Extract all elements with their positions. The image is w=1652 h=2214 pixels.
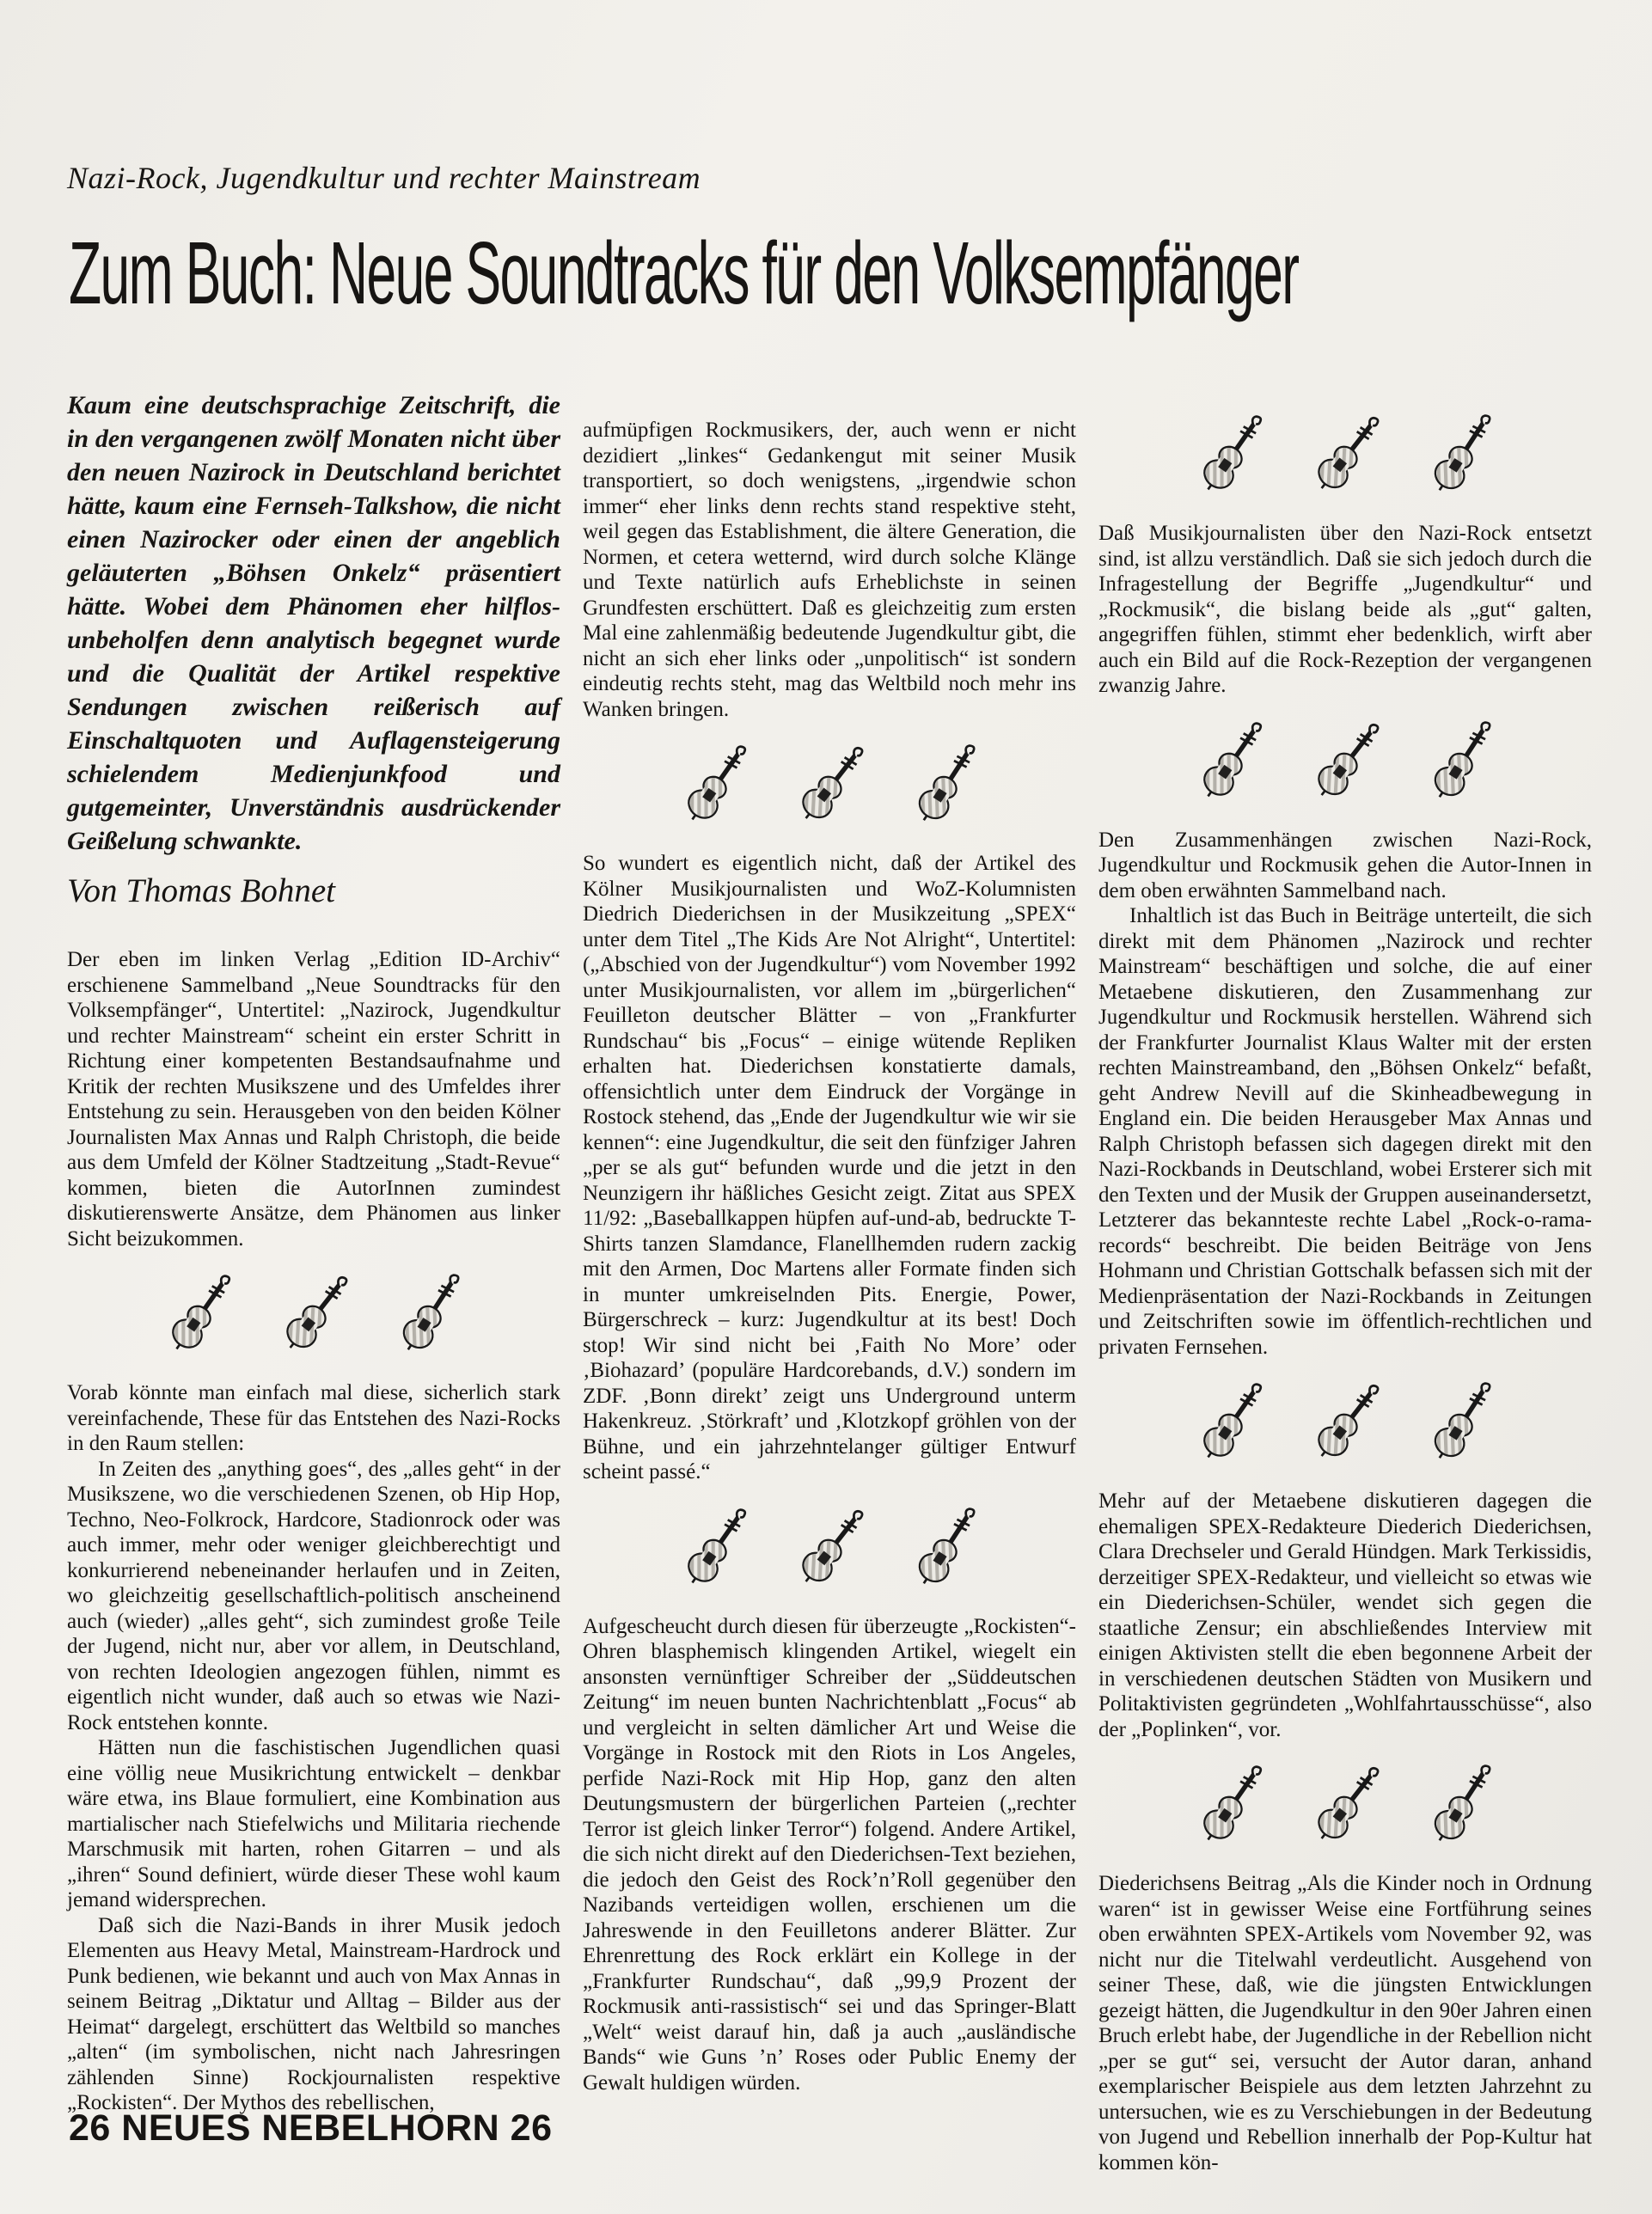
violin-icon [1303, 1373, 1387, 1479]
page-title: Zum Buch: Neue Soundtracks für den Volksempfänger [69, 223, 1299, 323]
column-1 [67, 388, 560, 2175]
violin-icon [388, 1265, 470, 1369]
violin-icon [1419, 1373, 1502, 1477]
violin-icon [272, 1265, 356, 1371]
violin-icon [787, 1498, 872, 1604]
violin-icon [159, 1267, 238, 1368]
violin-separator [1098, 407, 1592, 509]
paragraph: In Zeiten des „anything goes“, des „alles geht“ in der Musikszene, wo die verschiedenen Szenen, ob Hip Hop, Techno, Neo-Folkrock, Hardcore, Stadionrock oder was auch immer, mehr oder weniger gleichberechtigt und konkurrierend nebeneinander herlaufen und in Zeiten, wo gleichzeitig gesellschaftlich-politisch anscheinend auch (wieder) „alles geht“, sich zumindest große Teile der Jugend, nicht nur, aber vor allem, in Deutschland, von rechten Ideologien angezogen fühlen, nimmt es eigentlich nicht wunder, daß auch so etwas wie Nazi-Rock entstehen konnte. [67, 1457, 560, 1734]
violin-separator [583, 737, 1076, 839]
kicker: Nazi-Rock, Jugendkultur und rechter Mainstream [67, 161, 701, 195]
violin-icon [1190, 407, 1270, 509]
paragraph: Daß Musikjournalisten über den Nazi-Rock entsetzt sind, ist allzu verständlich. Daß sie sich jedoch durch die Infragestellung der Begriffe „Jugendkultur“ und „Rockmusik“, die bislang beide als „gut“ galten, angegriffen fühlen, stimmt eher bedenklich, wirft aber auch ein Bild auf die Rock-Rezeption der vergangenen zwanzig Jahre. [1098, 522, 1592, 697]
article-columns [67, 388, 1592, 2175]
paragraph: aufmüpfigen Rockmusikers, der, auch wenn er nicht dezidiert „linkes“ Gedankengut mit seiner Musik transportiert, so doch wenigstens, „irgendwie schon immer“ eher links denn rechts stand respektive steht, weil gegen das Establishment, die ältere Generation, die Normen, et cetera wetternd, wird durch solche Klänge und Texte natürlich aufs Erheblichste in seinen Grundfesten erschüttert. Daß es gleichzeitig zum ersten Mal eine zahlenmäßig bedeutende Jugendkultur gibt, die nicht an sich eher links oder „unpolitisch“ ist sondern eindeutig rechts steht, mag das Weltbild noch mehr ins Wanken bringen. [583, 419, 1076, 721]
violin-icon [1419, 713, 1502, 816]
paragraph: Mehr auf der Metaebene diskutieren dagegen die ehemaligen SPEX-Redakteure Diederich Diederichsen, Clara Drechseler und Gerald Hündgen. Mark Terkissidis, derzeitiger SPEX-Redakteur, und vielleicht so etwas wie ein Diederichsen-Schüler, wendet sich gegen die staatliche Zensur; ein abschließendes Interview mit einigen Aktivisten stellt die eben begonnene Arbeit der in verschiedenen deutschen Städten von Musikern und Politaktivisten gegründeten „Wohlfahrtausschüsse“, also der „Poplinken“, vor. [1098, 1489, 1592, 1741]
paragraph: Hätten nun die faschistischen Jugendlichen quasi eine völlig neue Musikrichtung entwickelt – denkbar wäre etwa, ins Blaue formuliert, eine Kombination aus martialischer nach Stiefelwichs und Militaria riechende Marschmusik mit harten, rohen Gitarren – und als „ihren“ Sound definiert, würde dieser These wohl kaum jemand widersprechen. [67, 1736, 560, 1912]
violin-separator [1098, 1375, 1592, 1477]
column-2 [583, 388, 1076, 2175]
violin-icon [1419, 1756, 1502, 1860]
violin-icon [1303, 1756, 1387, 1862]
paragraph: Diederichsens Beitrag „Als die Kinder noch in Ordnung waren“ ist in gewisser Weise eine Fortführung seines oben erwähnten SPEX-Artikels vom November 92, was nicht nur die Titelwahl verdeutlicht. Ausgehend von seiner These, daß, wie die jüngsten Entwicklungen gezeigt hätten, die Jugendkultur in den 90er Jahren einen Bruch erlebt habe, der Jugendliche in der Rebellion nicht „per se gut“ sei, versucht der Autor daran, anhand exemplarischer Beispiele aus dem letzten Jahrzehnt zu untersuchen, wie es zu Verschiebungen in der Bedeutung von Jugend und Rebellion innerhalb der Pop-Kultur hat kommen kön- [1098, 1872, 1592, 2174]
violin-icon [1190, 1758, 1270, 1859]
page-footer: 26 NEUES NEBELHORN 26 [69, 2107, 553, 2149]
violin-icon [1190, 1375, 1270, 1477]
paragraph: Aufgescheucht durch diesen für überzeugte „Rockisten“-Ohren blasphemisch klingenden Artikel, wiegelt ein ansonsten vernünftiger Schreiber der „Süddeutschen Zeitung“ im neuen bunten Nachrichtenblatt „Focus“ ab und vergleicht in selten dämlicher Art und Weise die Vorgänge in Rostock mit den Riots in Los Angeles, perfide Nazi-Rock mit Hip Hop, ganz den alten Deutungsmustern der bürgerlichen Parteien („rechter Terror ist gleich linker Terror“) folgend. Andere Artikel, die sich nicht direkt auf den Diederichsen-Text beziehen, die jedoch den Geist des Rock’n’Roll gegenüber den Nazibands verteidigen wollen, erschienen um die Jahreswende in den Feuilletons anderer Blätter. Zur Ehrenrettung des Rock erklärt ein Kollege in der „Frankfurter Rundschau“, daß „99,9 Prozent der Rockmusik anti-rassistisch“ sei und das Springer-Blatt „Welt“ weist darauf hin, daß ja auch „ausländische Bands“ wie Guns ’n’ Roses oder Public Enemy der Gewalt huldigen würden. [583, 1614, 1076, 2095]
violin-icon [903, 736, 986, 840]
paragraph: Daß sich die Nazi-Bands in ihrer Musik jedoch Elementen aus Heavy Metal, Mainstream-Hardrock und Punk bedienen, wie bekannt und auch von Max Annas in seinem Beitrag „Diktatur und Alltag – Bilder aus der Heimat“ dargelegt, erschüttert das Weltbild so manches „alten“ (im symbolischen, nicht nach Jahresringen zählenden Sinne) Rockjournalisten respektive „Rockisten“. Der Mythos des rebellischen, [67, 1913, 560, 2115]
violin-separator [583, 1501, 1076, 1602]
violin-icon [675, 737, 754, 839]
violin-icon [675, 1501, 754, 1602]
violin-separator [1098, 714, 1592, 816]
paragraph: Den Zusammenhängen zwischen Nazi-Rock, Jugendkultur und Rockmusik gehen die Autor-Innen in dem oben erwähnten Sammelband nach. [1098, 828, 1592, 902]
paragraph: So wundert es eigentlich nicht, daß der Artikel des Kölner Musikjournalisten und WoZ-Kolumnisten Diedrich Diederichsen in der Musikzeitung „SPEX“ unter dem Titel „The Kids Are Not Alright“, Untertitel: („Abschied von der Jugendkultur“) vom November 1992 unter Musikjournalisten, vor allem im „bürgerlichen“ Feuilleton deutscher Blätter – von „Frankfurter Rundschau“ bis „Focus“ – einige wütende Repliken erhalten hat. Diederichsen konstatierte damals, offensichtlich unter dem Eindruck der Vorgänge in Rostock stehend, das „Ende der Jugendkultur wie wir sie kennen“: eine Jugendkultur, die seit den fünfziger Jahren „per se als gut“ befunden wurde und die jetzt in den Neunzigern ihr häßliches Gesicht zeigt. Zitat aus SPEX 11/92: „Baseballkappen hüpfen auf-und-ab, bedruckte T-Shirts tanzen Slamdance, Flanellhemden rudern zackig mit den Armen, Doc Martens aller Formate finden sich in munter umkreiselnden Pits. Energie, Power, Bürgerschreck – kurz: Jugendkultur at its best! Doch stop! Wir sind nicht bei ‚Faith No More’ oder ‚Biohazard’ (populäre Hardcorebands, d.V.) sondern im ZDF. ‚Bonn direkt’ zeigt uns Underground unterm Hakenkreuz. ‚Störkraft’ und ‚Klotzkopf gröhlen von der Bühne, und ein jahrzehntelanger gültiger Entwurf scheint passé.“ [583, 852, 1076, 1483]
column-3 [1098, 388, 1592, 2175]
violin-separator [67, 1267, 560, 1368]
violin-separator [1098, 1758, 1592, 1859]
violin-icon [1303, 406, 1387, 511]
violin-icon [1190, 714, 1270, 816]
paragraph: Inhaltlich ist das Buch in Beiträge unterteilt, die sich direkt mit dem Phänomen „Nazirock und rechter Mainstream“ beschäftigen und solche, die auf einer Metaebene diskutieren, den Zusammenhang zur Jugendkultur und Rockmusik herstellen. Während sich der Frankfurter Journalist Klaus Walter mit der ersten rechten Mainstreamband, den „Böhsen Onkelz“ befaßt, geht Andrew Nevill auf die Skinheadbewegung in England ein. Die beiden Herausgeber Max Annas und Ralph Christoph befassen sich dagegen direkt mit den Nazi-Rockbands in Deutschland, wobei Ersterer sich mit den Texten und der Musik der Gruppen auseinandersetzt, Letzterer das bekannteste rechte Label „Rock-o-rama-records“ beschreibt. Die beiden Beiträge von Jens Hohmann und Christian Gottschalk befassen sich mit der Medienpräsentation der Nazi-Rockbands in Zeitungen und Zeitschriften sowie im öffentlich-rechtlichen und privaten Fernsehen. [1098, 904, 1592, 1359]
lead-paragraph: Kaum eine deutschsprachige Zeitschrift, die in den vergangenen zwölf Monaten nicht über den neuen Nazirock in Deutschland berichtet hätte, kaum eine Fernseh-Talkshow, die nicht einen Nazirocker oder einen der angeblich geläuterten „Böhsen Onkelz“ präsentiert hätte. Wobei dem Phänomen eher hilflos-unbeholfen denn analytisch begegnet wurde und die Qualität der Artikel respektive Sendungen zwischen reißerisch auf Einschaltquoten und Auflagensteigerung schielendem Medienjunkfood und gutgemeinter, Unverständnis ausdrückender Geißelung schwankte. [67, 391, 560, 855]
byline: Von Thomas Bohnet [67, 872, 335, 909]
paragraph: Der eben im linken Verlag „Edition ID-Archiv“ erschienene Sammelband „Neue Soundtracks für den Volksempfänger“, Untertitel: „Nazirock, Jugendkultur und rechter Mainstream“ scheint ein erster Schritt in Richtung einer kompetenten Bestandsaufnahme und Kritik der rechten Musikszene und des Umfeldes ihrer Entstehung zu sein. Herausgeben von den beiden Kölner Journalisten Max Annas und Ralph Christoph, die beide aus dem Umfeld der Kölner Stadtzeitung „Stadt-Revue“ kommen, bieten die AutorInnen zumindest diskutierenswerte Ansätze, dem Phänomen aus linker Sicht beizukommen. [67, 948, 560, 1251]
violin-icon [1419, 406, 1502, 510]
paragraph: Vorab könnte man einfach mal diese, sicherlich stark vereinfachende, These für das Entstehen des Nazi-Rocks in den Raum stellen: [67, 1381, 560, 1456]
violin-icon [903, 1499, 986, 1603]
violin-icon [787, 736, 872, 841]
violin-icon [1303, 712, 1387, 817]
